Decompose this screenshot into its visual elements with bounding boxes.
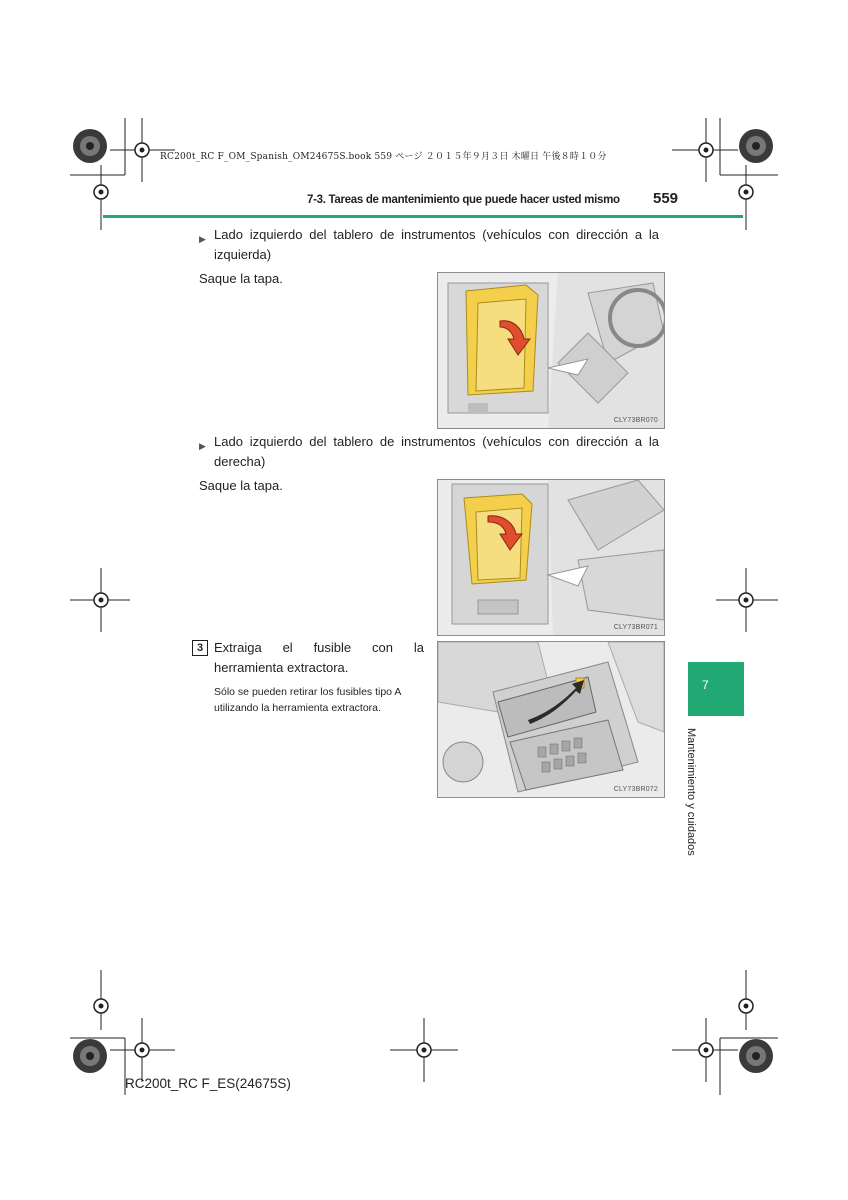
illustration-fuse-cover-rhd xyxy=(438,480,664,635)
step-note: Sólo se pueden retirar los fusibles tipo A utilizando la herramienta extractora. xyxy=(214,686,401,714)
illustration-fuse-cover-lhd xyxy=(438,273,664,428)
chapter-number: 7 xyxy=(702,678,709,692)
instruction-text: Saque la tapa. xyxy=(199,271,283,286)
chapter-tab xyxy=(688,662,744,716)
page-number: 559 xyxy=(653,190,679,207)
triangle-right-icon: ▶ xyxy=(199,234,206,244)
bullet-heading-text: Lado izquierdo del tablero de instrumentos (vehículos con dirección a la derecha) xyxy=(214,434,659,469)
bullet-heading-text: Lado izquierdo del tablero de instrumentos (vehículos con dirección a la izquierda) xyxy=(214,227,659,262)
instruction-text: Saque la tapa. xyxy=(199,478,283,493)
section-title: 7-3. Tareas de mantenimiento que puede hacer usted mismo xyxy=(307,194,620,206)
figure-right-hand-drive-cover xyxy=(437,479,665,636)
step-number-box: 3 xyxy=(192,640,208,656)
footer-book-code: RC200t_RC F_ES(24675S) xyxy=(125,1076,291,1091)
step-text: Extraiga el fusible con la herramienta extractora. xyxy=(214,640,424,675)
figure-code: CLY73BR071 xyxy=(613,624,658,631)
figure-code: CLY73BR070 xyxy=(613,417,658,424)
print-info-line: RC200t_RC F_OM_Spanish_OM24675S.book 559 ページ ２０１５年９月３日 木曜日 午後８時１０分 xyxy=(160,152,607,162)
figure-fuse-extraction xyxy=(437,641,665,798)
figure-left-hand-drive-cover xyxy=(437,272,665,429)
bullet-heading-left-hand-drive xyxy=(199,225,659,265)
figure-code: CLY73BR072 xyxy=(613,786,658,793)
triangle-right-icon: ▶ xyxy=(199,441,206,451)
header-rule xyxy=(103,215,743,218)
chapter-title-vertical xyxy=(680,728,700,868)
chapter-title-text: Mantenimiento y cuidados xyxy=(685,728,697,856)
bullet-heading-right-hand-drive xyxy=(199,432,659,472)
illustration-fuse-puller xyxy=(438,642,664,797)
